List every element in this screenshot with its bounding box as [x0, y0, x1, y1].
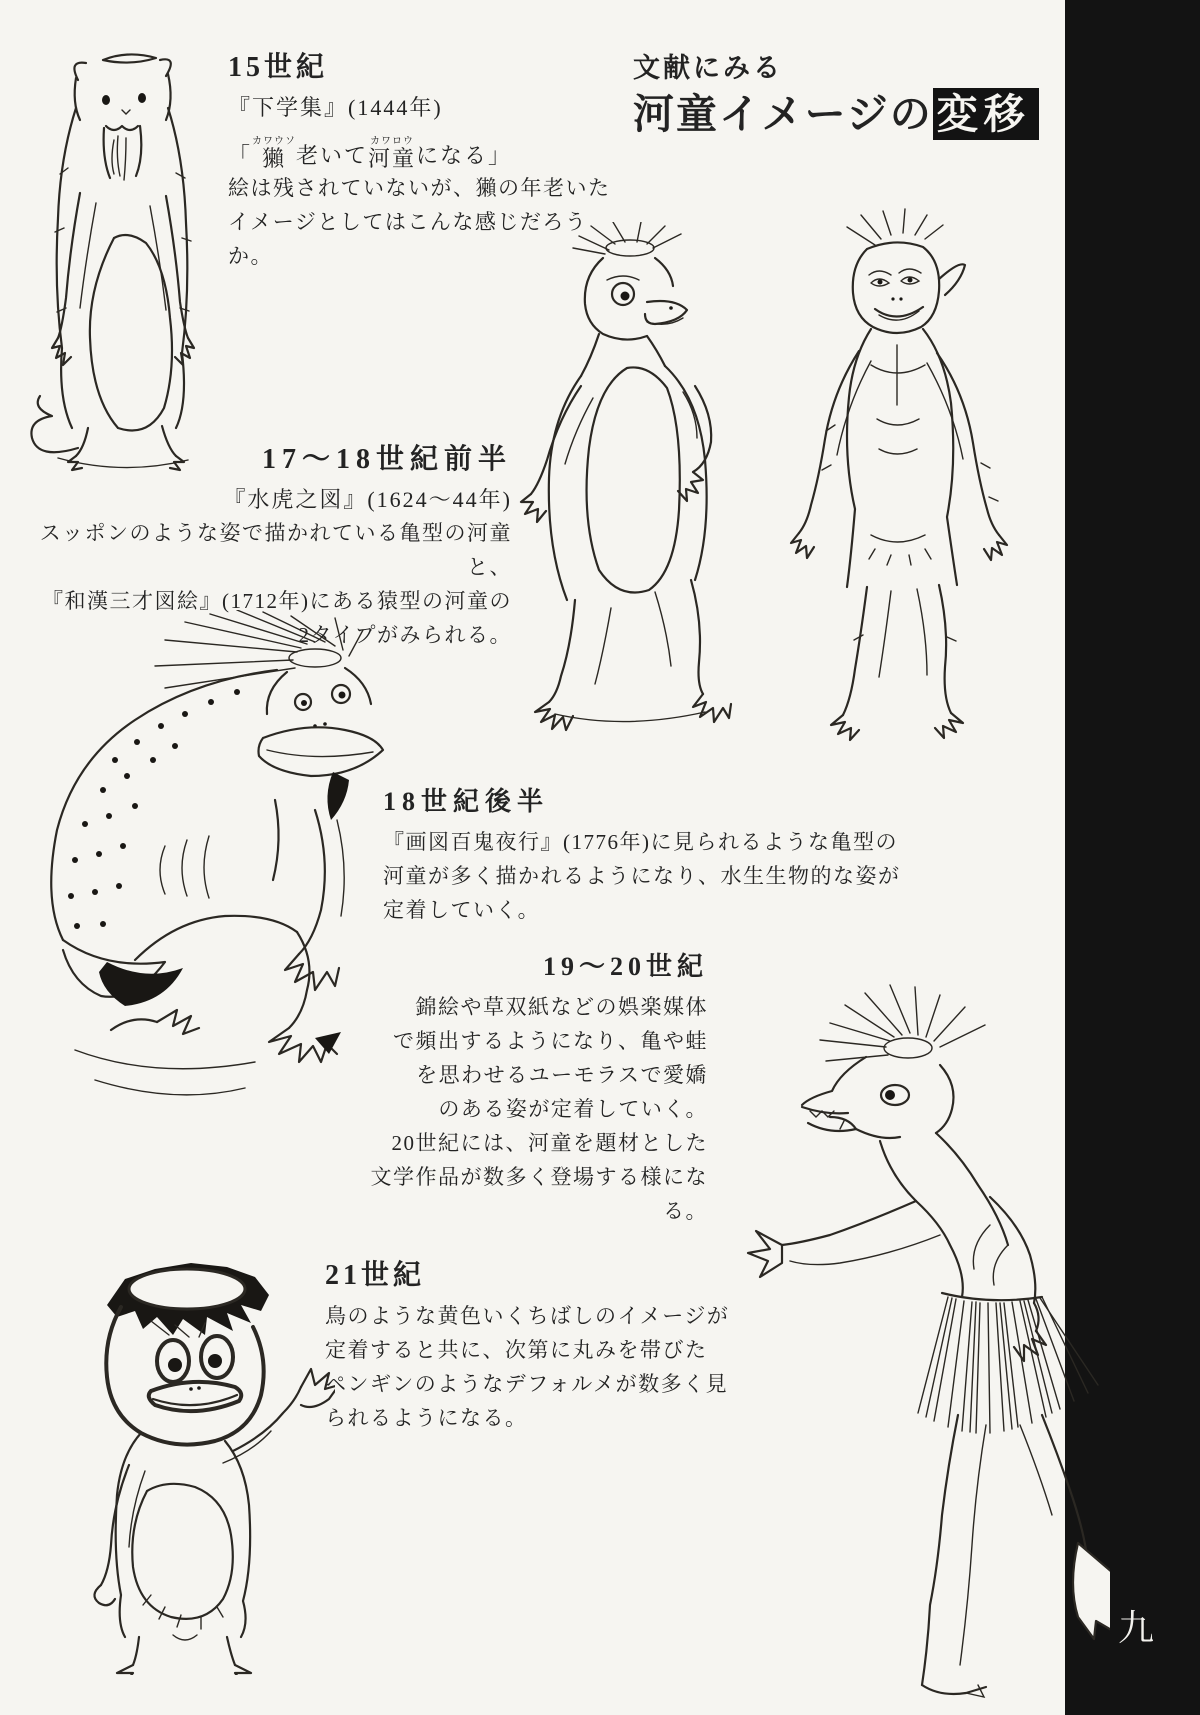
- section-heading: 21世紀: [325, 1260, 426, 1291]
- cartoon-kappa-illustration: [55, 1255, 335, 1675]
- body-line: 2タイプがみられる。: [298, 623, 512, 647]
- furigana: カワウソ: [252, 136, 297, 147]
- quote-close: になる」: [416, 143, 513, 169]
- furigana: カワロウ: [370, 136, 415, 147]
- body-line: で頻出するようになり、亀や蛙: [393, 1029, 708, 1053]
- body-line: イメージとしてはこんな感じだろうか。: [228, 210, 588, 269]
- grass-skirt-strands: [918, 1297, 1098, 1433]
- quote-open: 「: [228, 143, 253, 169]
- body-line: 定着すると共に、次第に丸みを帯びた: [325, 1338, 708, 1362]
- body-line: スッポンのような姿で描かれている亀型の河童と、: [39, 521, 512, 579]
- shell-spots: [68, 689, 240, 929]
- turtle-type-kappa-illustration: [495, 222, 795, 742]
- otter-standing-illustration: [18, 8, 233, 473]
- body-line: 定着していく。: [383, 898, 541, 922]
- ruby-base: 獺: [262, 146, 287, 171]
- section-18th-century-late: [383, 786, 943, 927]
- section-heading: 15世紀: [228, 52, 329, 83]
- body-line: ペンギンのようなデフォルメが数多く見: [325, 1372, 729, 1396]
- body-line: 『画図百鬼夜行』(1776年)に見られるような亀型の: [383, 830, 898, 854]
- section-heading: 19～20世紀: [542, 952, 708, 981]
- page-header: [633, 52, 1153, 140]
- ruby-otter: [252, 136, 296, 171]
- section-quote: [228, 136, 628, 171]
- section-heading: 17～18世紀前半: [261, 444, 512, 475]
- body-line: 20世紀には、河童を題材とした: [391, 1131, 708, 1155]
- body-line: のある姿が定着していく。: [438, 1097, 708, 1121]
- body-line: 河童が多く描かれるようになり、水生生物的な姿が: [383, 864, 901, 888]
- grass-skirt-kappa-illustration: [690, 945, 1110, 1715]
- page-title-text: 河童イメージの: [633, 91, 933, 137]
- ruby-kappa: [368, 136, 416, 171]
- page-title-highlight: 変移: [933, 88, 1039, 140]
- page-title: [633, 88, 1153, 140]
- section-source: 『下学集』(1444年): [228, 95, 443, 120]
- page-number: 九: [1118, 1608, 1155, 1648]
- body-line: 文学作品が数多く登場する様になる。: [370, 1165, 708, 1223]
- header-kicker: 文献にみる: [633, 53, 783, 83]
- section-source: 『水虎之図』(1624～44年): [223, 487, 512, 512]
- monkey-type-kappa-illustration: [775, 205, 1065, 745]
- section-heading: 18世紀後半: [383, 787, 550, 816]
- ruby-base: 河童: [368, 146, 417, 171]
- body-line: られるようになる。: [325, 1406, 528, 1430]
- body-line: 錦絵や草双紙などの娯楽媒体: [415, 995, 708, 1019]
- body-line: 鳥のような黄色いくちばしのイメージが: [325, 1304, 730, 1328]
- crouching-turtle-kappa-illustration: [15, 610, 395, 1125]
- body-line: 『和漢三才図絵』(1712年)にある猿型の河童の: [42, 589, 512, 613]
- body-line: を思わせるユーモラスで愛嬌: [416, 1063, 708, 1087]
- quote-mid: 老いて: [296, 143, 369, 169]
- body-line: 絵は残されていないが、獺の年老いた: [228, 176, 611, 201]
